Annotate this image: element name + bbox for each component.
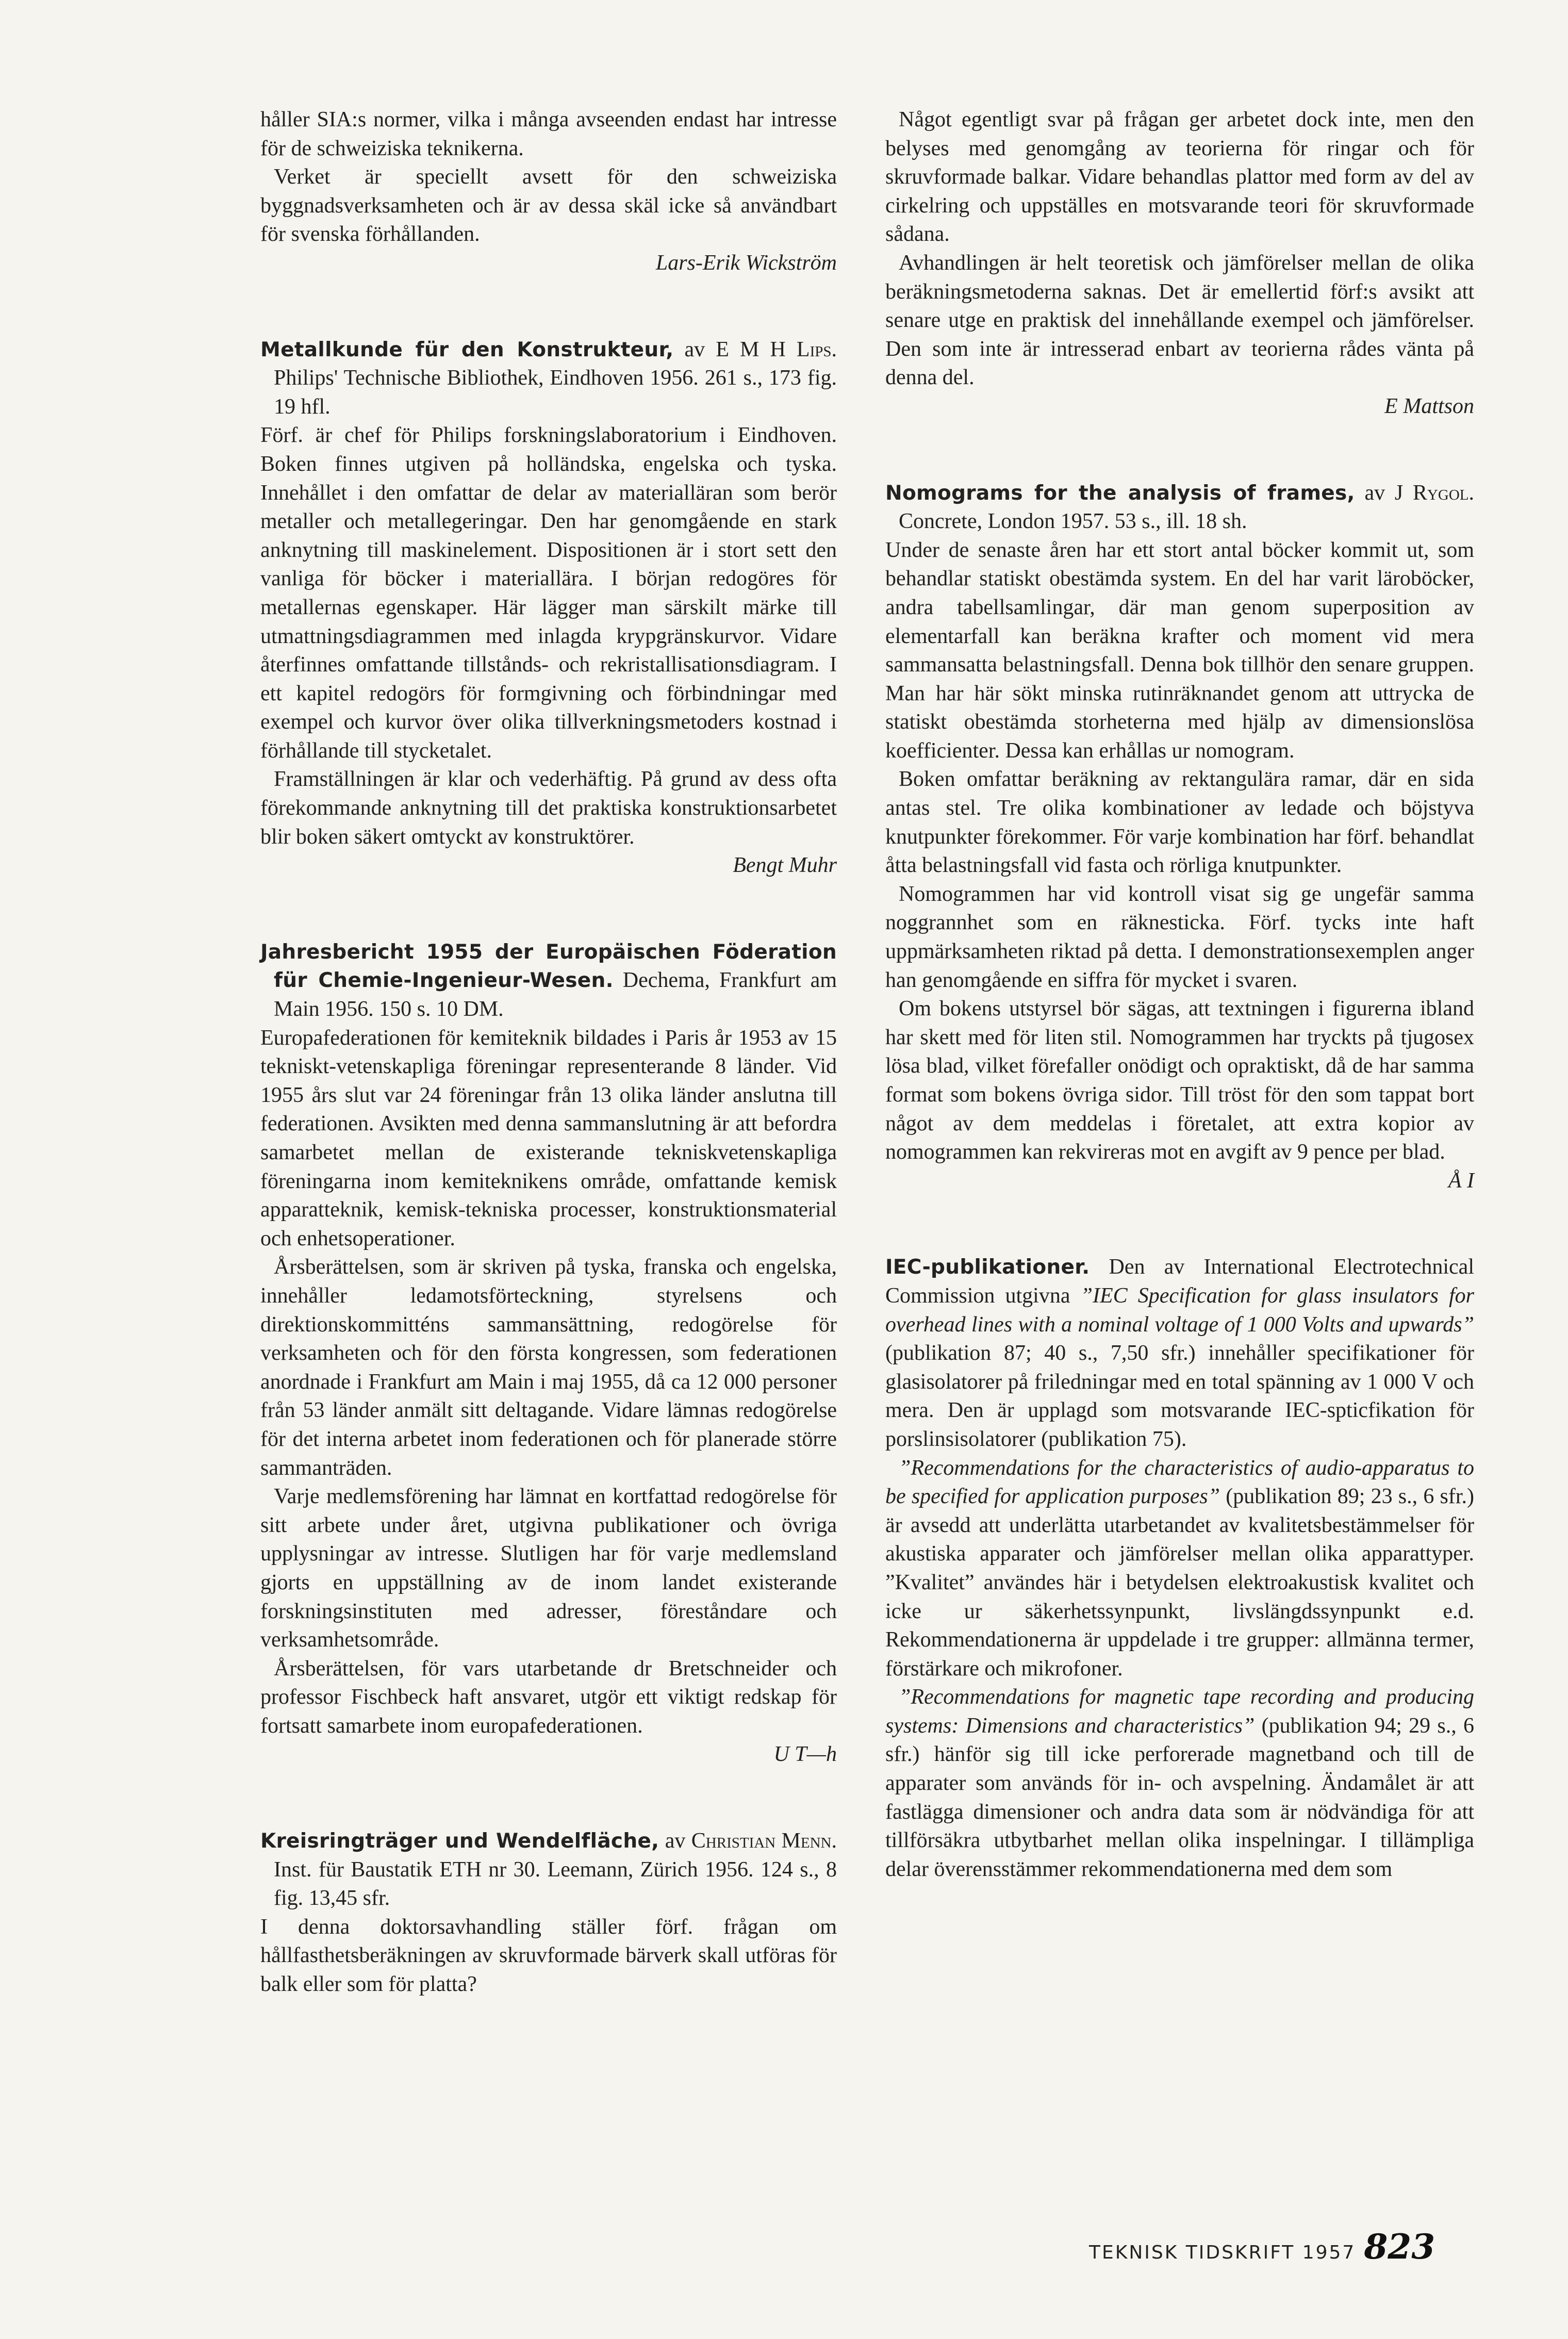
- page-footer: [1089, 2227, 1435, 2267]
- left-column: [260, 106, 837, 1999]
- paragraph: Under de senaste åren har ett stort antal böcker kommit ut, som behandlar statiskt obestämda system. En del har varit läroböcker, andra tabellsamlingar, där man genom superposition av elementarfall kan beräkna krafter och moment vid mera sammansatta belastningsfall. Denna bok tillhör den senare gruppen. Man har här sökt minska rutinräknandet genom att uttrycka de statiskt obestämda storheterna med hjälp av dimensionslösa koefficienter. Dessa kan erhållas ur nomogram.: [885, 538, 1474, 763]
- page-number: 823: [1364, 2227, 1435, 2267]
- iec-publications: [885, 1253, 1474, 1884]
- paragraph: [885, 1253, 1474, 1454]
- right-column: [885, 106, 1474, 1884]
- signature-line: [885, 392, 1474, 421]
- paragraph: [260, 163, 837, 249]
- paragraph: Boken omfattar beräkning av rektangulära ramar, där en sida antas stel. Tre olika kombinationer av ledade och böjstyva knutpunkter förekommer. För varje kombination har förf. behandlat åtta belastningsfall vid fasta och rörliga knutpunkter.: [885, 767, 1474, 878]
- review-heading: [260, 938, 837, 1024]
- section-title: IEC-publikationer.: [885, 1256, 1090, 1279]
- book-title: Kreisringträger und Wendelfläche,: [260, 1830, 659, 1853]
- book-title: Nomograms for the analysis of frames,: [885, 481, 1355, 505]
- paragraph: Varje medlemsförening har lämnat en kortfattad redogörelse för sitt arbete under året, utgivna publikationer och övriga upplysningar av intresse. Slutligen har för varje medlemsland gjorts en uppställning av de inom landet existerande forskningsinstituten med adresser, föreståndare och verksamhetsområde.: [260, 1485, 837, 1652]
- text-run: (publikation 94; 29 s., 6 sfr.) hänför sig till icke perforerade magnetband och till de apparater som används för in- och avspelning. Ändamålet är att fastlägga dimensioner och andra data som är nödvändiga för att tillförsäkra utbytbarhet mellan olika inspelningar. I tillämpliga delar överensstämmer rekommendationerna med dem som: [885, 1714, 1474, 1881]
- author-prefix: av: [665, 1829, 686, 1853]
- book-title: Jahresbericht 1955 der Europäischen Föderation für Chemie-Ingenieur-Wesen.: [260, 940, 837, 993]
- signature-line: [260, 249, 837, 278]
- paragraph: Om bokens utstyrsel bör sägas, att textningen i figurerna ibland har skett med för liten stil. Nomogrammen har tryckts på tjugosex lösa blad, vilket förefaller onödigt och opraktiskt, då de har samma format som bokens övriga sidor. Till tröst för den som tappat bort något av dem meddelas i företalet, att extra kopior av nomogrammen kan rekvireras mot en avgift av 9 pence per blad.: [885, 997, 1474, 1164]
- review-jahresbericht: [260, 938, 837, 1769]
- paragraph: Något egentligt svar på frågan ger arbetet dock inte, men den belyses med genomgång av teorierna för ringar och för skruvformade balkar. Vidare behandlas plattor med form av del av cirkelring och uppställes en motsvarande teori för skruvformade sådana.: [885, 108, 1474, 246]
- reviewer-signature: Lars-Erik Wickström: [655, 251, 837, 275]
- paragraph: Avhandlingen är helt teoretisk och jämförelser mellan de olika beräkningsmetoderna saknas. Det är emellertid förf:s avsikt att senare utge en praktisk del innehållande exempel och jämförelser. Den som inte är intresserad enbart av teorierna rådes vänta på denna del.: [885, 251, 1474, 390]
- text-run: (publikation 89; 23 s., 6 sfr.) är avsedd att underlätta utarbetandet av kvalitetsbestämmelser för akustiska apparater och jämförelser mellan olika apparattyper. ”Kvalitet” användes här i betydelsen elektroakustisk kvalitet och icke ur säkerhetssynpunkt, livslängdssynpunkt e.d. Rekommendationerna är uppdelade i tre grupper: allmänna termer, förstärkare och mikrofoner.: [885, 1485, 1474, 1681]
- author-prefix: av J: [1364, 481, 1404, 505]
- paragraph: [885, 1683, 1474, 1884]
- review-heading: [260, 1827, 837, 1913]
- author-name: Rygol.: [1412, 481, 1475, 505]
- paragraph: I denna doktorsavhandling ställer förf. frågan om hållfasthetsberäkningen av skruvformade bärverk skall utföras för balk eller som för platta?: [260, 1915, 837, 1997]
- publication-title: ”Recommendations for magnetic tape recording and producing systems: Dimensions and characteristics”: [885, 1685, 1474, 1738]
- reviewer-signature: E Mattson: [1384, 394, 1474, 418]
- review-heading: [885, 479, 1474, 536]
- reviewer-signature: Å I: [1448, 1168, 1474, 1193]
- review-kreisringtraeger: [260, 1827, 837, 1999]
- bibliographic-info: Concrete, London 1957. 53 s., ill. 18 sh.: [899, 509, 1247, 534]
- text-run: Den av International Electrotechnical Commission utgivna: [885, 1255, 1474, 1308]
- signature-line: [885, 1167, 1474, 1196]
- review-kreisringtraeger-continued: [885, 106, 1474, 421]
- journal-name: TEKNISK TIDSKRIFT 1957: [1089, 2242, 1356, 2263]
- reviewer-signature: U T—h: [773, 1742, 837, 1767]
- author-name: Lips.: [796, 337, 837, 361]
- publication-title: ”IEC Specification for glass insulators for overhead lines with a nominal voltage of 1 000 Volts and upwards”: [885, 1283, 1475, 1337]
- signature-line: [260, 1740, 837, 1769]
- bibliographic-info: Philips' Technische Bibliothek, Eindhoven 1956. 261 s., 173 fig. 19 hfl.: [274, 366, 837, 419]
- paragraph: håller SIA:s normer, vilka i många avseenden endast har intresse för de schweiziska teknikerna.: [260, 108, 837, 160]
- paragraph-text: Verket är speciellt avsett för den schweiziska byggnadsverksamheten och är av dessa skäl icke så användbart för svenska förhållanden.: [260, 165, 837, 246]
- book-title: Metallkunde für den Konstrukteur,: [260, 338, 674, 361]
- publication-title: ”Recommendations for the characteristics of audio-apparatus to be specified for application purposes”: [885, 1456, 1474, 1509]
- author-name: Christian Menn.: [691, 1829, 837, 1853]
- review-heading: [260, 336, 837, 422]
- bibliographic-info: Inst. für Baustatik ETH nr 30. Leemann, Zürich 1956. 124 s., 8 fig. 13,45 sfr.: [274, 1857, 837, 1910]
- reviewer-signature: Bengt Muhr: [733, 853, 837, 878]
- bibliographic-info: Dechema, Frankfurt am Main 1956. 150 s. 10 DM.: [274, 968, 837, 1022]
- review-metallkunde: [260, 336, 837, 880]
- text-run: (publikation 87; 40 s., 7,50 sfr.) innehåller specifikationer för glasisolatorer på friledningar med en total spänning av 1 000 V och mera. Den är upplagd som motsvarande IEC-spticfikation för porslinsisolatorer (publikation 75).: [885, 1341, 1474, 1451]
- paragraph: Årsberättelsen, för vars utarbetande dr Bretschneider och professor Fischbeck haft ansvaret, utgör ett viktigt redskap för fortsatt samarbete inom europafederationen.: [260, 1656, 837, 1738]
- paragraph: Framställningen är klar och vederhäftig. På grund av dess ofta förekommande anknytning till det praktiska konstruktionsarbetet blir boken säkert omtyckt av konstruktörer.: [260, 767, 837, 849]
- intro-continuation: [260, 106, 837, 278]
- review-nomograms: [885, 479, 1474, 1196]
- paragraph: Förf. är chef för Philips forskningslaboratorium i Eindhoven. Boken finnes utgiven på holländska, engelska och tyska. Innehållet i den omfattar de delar av materialläran som berör metaller och metallegeringar. Den har genomgående en stark anknytning till maskinelement. Dispositionen är i stort sett den vanliga för böcker i materiallära. I början redogöres för metallernas egenskaper. Här lägger man särskilt märke till utmattningsdiagrammen med inlagda krypgränskurvor. Vidare återfinnes omfattande tillstånds- och rekristallisationsdiagram. I ett kapitel redogörs för formgivning och förbindningar med exempel och kurvor över olika tillverkningsmetoders kostnad i förhållande till stycketalet.: [260, 423, 837, 763]
- paragraph: Årsberättelsen, som är skriven på tyska, franska och engelska, innehåller ledamotsförteckning, styrelsens och direktionskommitténs sammansättning, redogörelse för verksamheten och för den första kongressen, som federationen anordnade i Frankfurt am Main i maj 1955, då ca 12 000 personer från 53 länder anmält sitt deltagande. Vidare lämnas redogörelse för det interna arbetet inom federationen och för planerade större sammanträden.: [260, 1255, 837, 1480]
- paragraph: [885, 1454, 1474, 1684]
- signature-line: [260, 851, 837, 880]
- author-prefix: av E M H: [684, 337, 786, 361]
- paragraph: Nomogrammen har vid kontroll visat sig ge ungefär samma noggrannhet som en räknesticka. Förf. tycks inte haft uppmärksamheten riktad på detta. I demonstrationsexemplen anger han genomgående en siffra för mycket i svaren.: [885, 882, 1474, 992]
- paragraph: Europafederationen för kemiteknik bildades i Paris år 1953 av 15 tekniskt-vetenskapliga föreningar representerande 8 länder. Vid 1955 års slut var 24 föreningar från 13 olika länder anslutna till federationen. Avsikten med denna sammanslutning är att befordra samarbetet mellan de existerande tekniskvetenskapliga föreningarna inom kemiteknikens område, omfattande kemisk apparatteknik, kemisk-tekniska processer, konstruktionsmaterial och enhetsoperationer.: [260, 1026, 837, 1250]
